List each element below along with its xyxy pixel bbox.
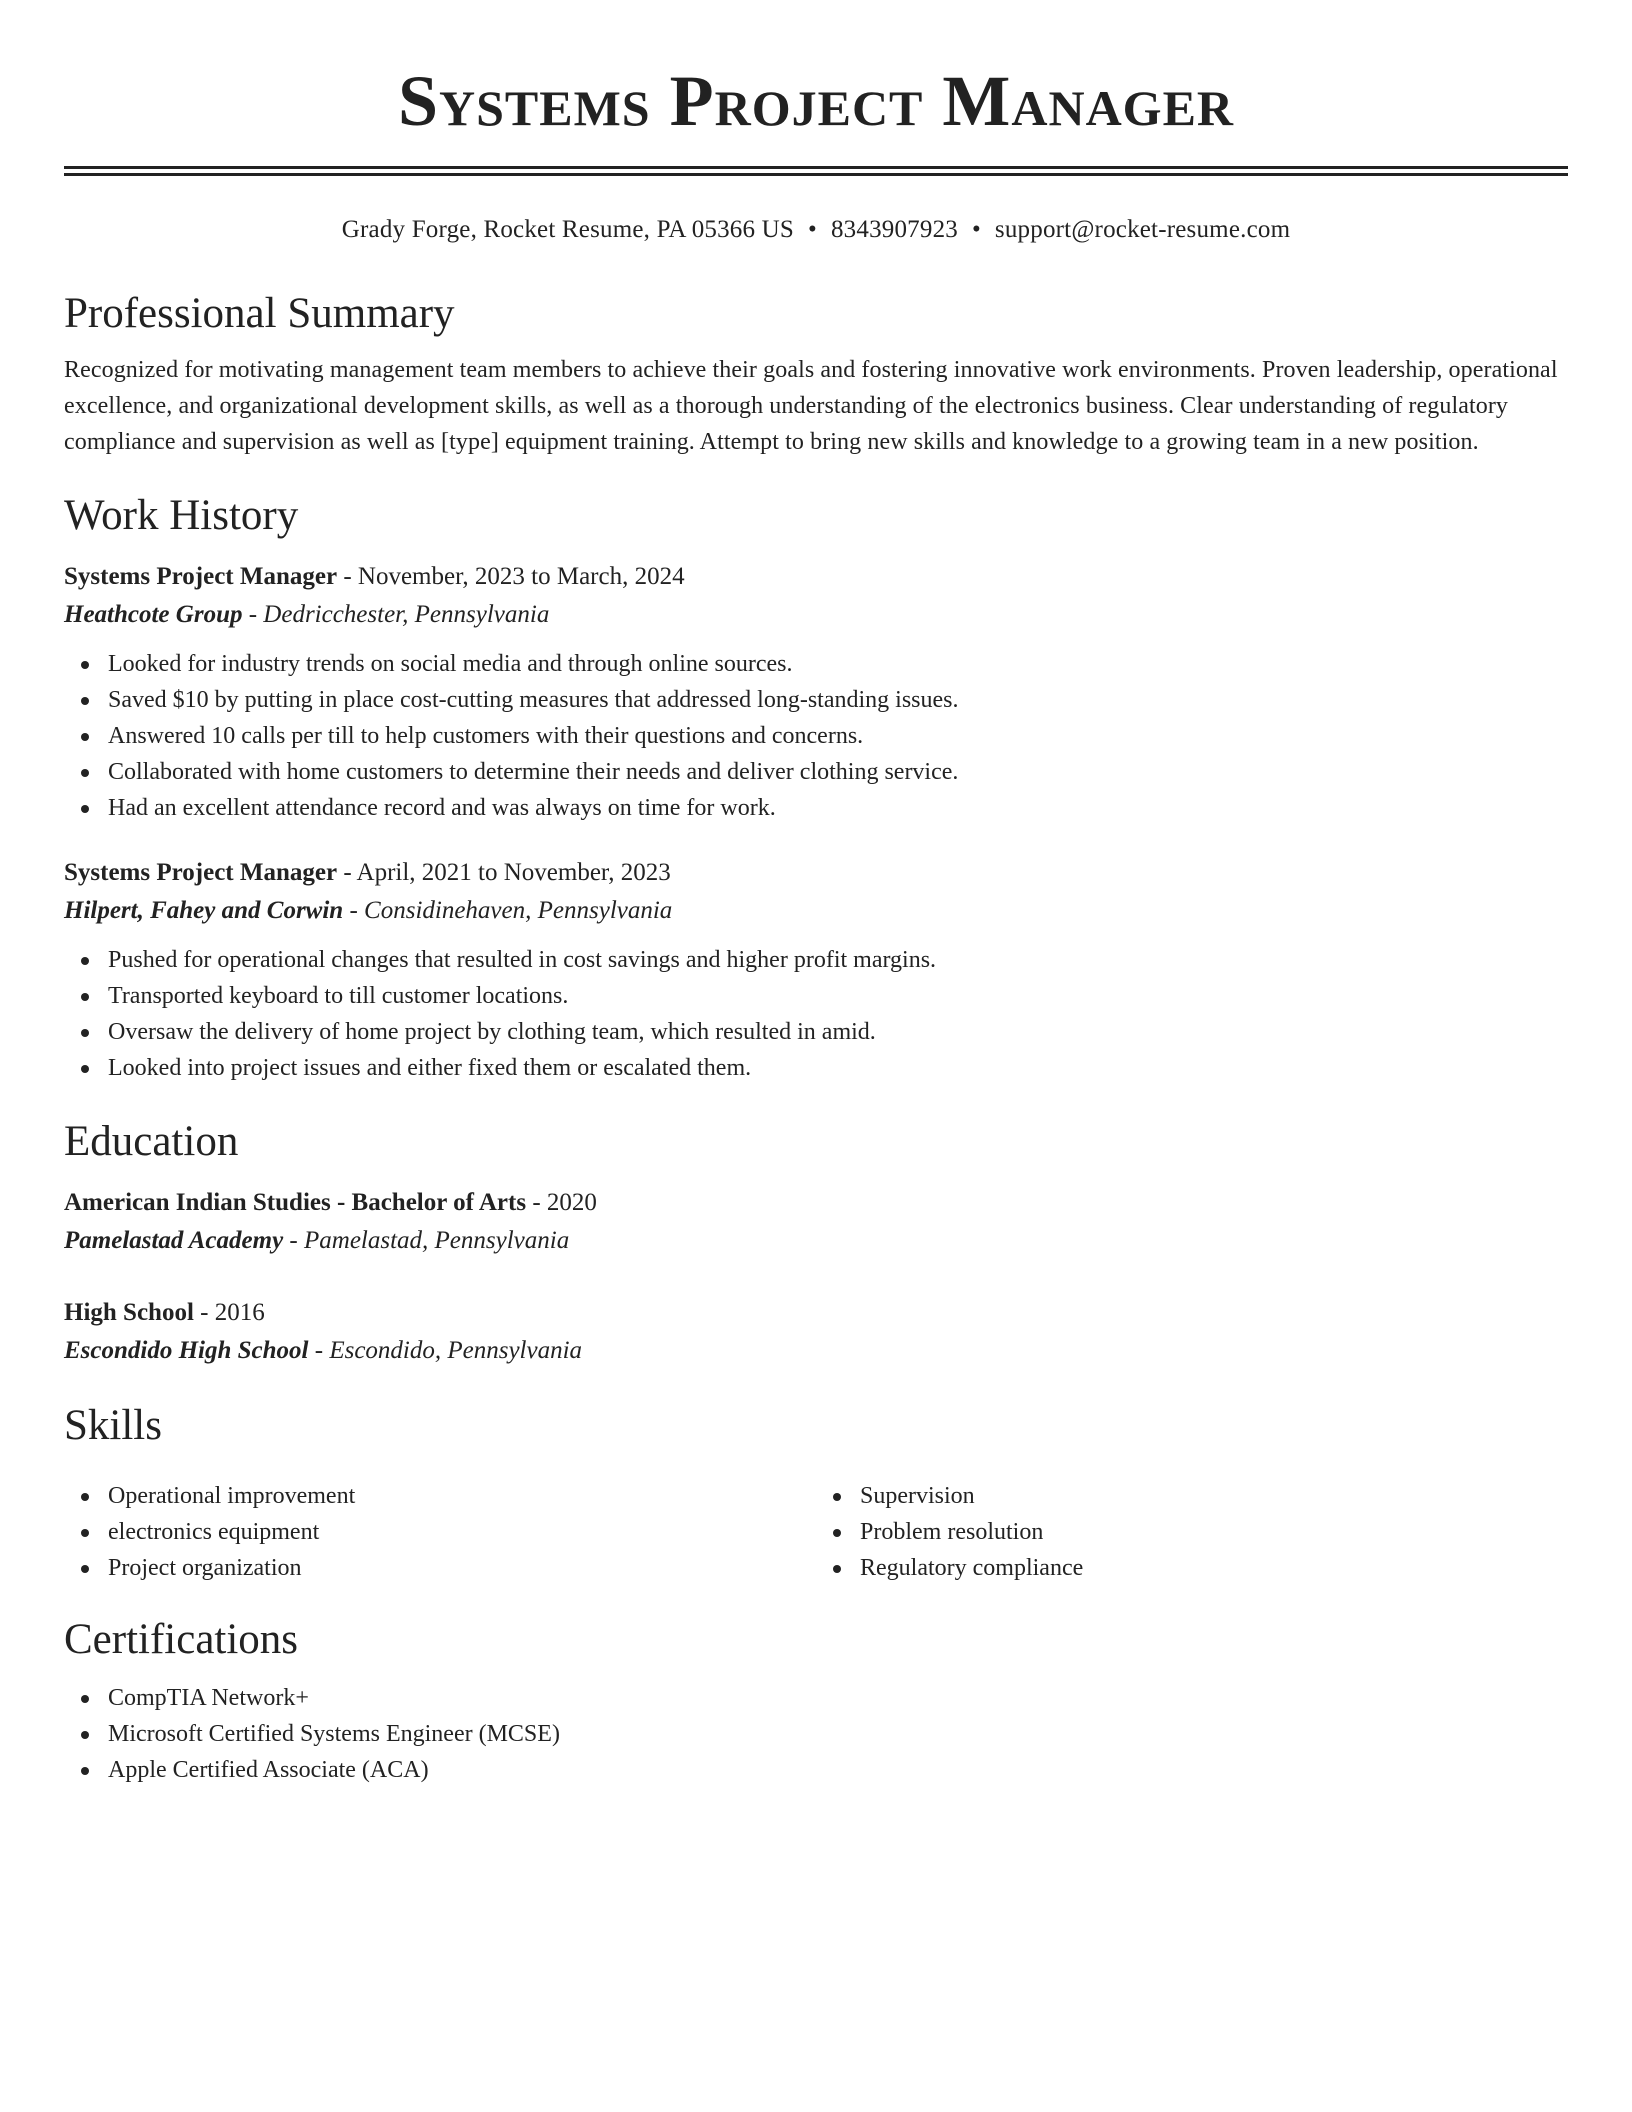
list-item: Regulatory compliance [816,1550,1568,1586]
skills-column-left [64,1478,816,1586]
school-name: Pamelastad Academy [64,1227,284,1254]
job-company-line [64,596,1568,634]
list-item: Looked for industry trends on social media and through online sources. [64,646,1568,682]
job-title: Systems Project Manager [64,563,338,590]
job-title-line [64,854,1568,892]
summary-section [64,286,1568,460]
list-item: electronics equipment [64,1514,816,1550]
education-heading: Education [64,1118,239,1165]
list-item: Problem resolution [816,1514,1568,1550]
education-section [64,1114,1568,1370]
skills-grid [64,1466,1568,1586]
education-entry [64,1184,1568,1260]
skills-section [64,1398,1568,1586]
school-line [64,1332,1568,1370]
list-item: Looked into project issues and either fixed them or escalated them. [64,1050,1568,1086]
resume-title: Systems Project Manager [397,61,1235,141]
job-title: Systems Project Manager [64,859,338,886]
list-item: Microsoft Certified Systems Engineer (MCSE) [64,1716,1568,1752]
list-item: Oversaw the delivery of home project by clothing team, which resulted in amid. [64,1014,1568,1050]
list-item: Project organization [64,1550,816,1586]
title-divider [64,166,1568,176]
job-entry [64,558,1568,826]
degree-name: American Indian Studies - Bachelor of Arts [64,1189,527,1216]
school-location: - Escondido, Pennsylvania [308,1337,583,1364]
skills-column-right [816,1478,1568,1586]
list-item: Had an excellent attendance record and was always on time for work. [64,790,1568,826]
job-bullets [64,646,1568,826]
list-item: Answered 10 calls per till to help customers with their questions and concerns. [64,718,1568,754]
list-item: CompTIA Network+ [64,1680,1568,1716]
job-company: Heathcote Group [64,601,243,628]
contact-email: support@rocket-resume.com [994,216,1291,243]
degree-year: - 2020 [526,1189,597,1216]
list-item: Pushed for operational changes that resulted in cost savings and higher profit margins. [64,942,1568,978]
list-item: Apple Certified Associate (ACA) [64,1752,1568,1788]
job-bullets [64,942,1568,1086]
certifications-heading: Certifications [64,1616,299,1663]
summary-text: Recognized for motivating management team members to achieve their goals and fostering innovative work environments. Proven leadership, operational excellence, and organizational development skills, as well as a thorough understanding of the electronics business. Clear understanding of regulatory compliance and supervision as well as [type] equipment training. Attempt to bring new skills and knowledge to a growing team in a new position. [64,357,1558,455]
job-company-line [64,892,1568,930]
list-item: Collaborated with home customers to determine their needs and deliver clothing service. [64,754,1568,790]
school-location: - Pamelastad, Pennsylvania [283,1227,570,1254]
list-item: Saved $10 by putting in place cost-cutting measures that addressed long-standing issues. [64,682,1568,718]
education-entry [64,1294,1568,1370]
degree-name: High School [64,1299,194,1326]
work-history-heading: Work History [64,492,299,539]
contact-separator: • [971,216,981,243]
job-location: - Considinehaven, Pennsylvania [343,897,673,924]
certifications-section [64,1612,1568,1788]
job-location: - Dedricchester, Pennsylvania [242,601,550,628]
job-company: Hilpert, Fahey and Corwin [64,897,344,924]
contact-address: Grady Forge, Rocket Resume, PA 05366 US [341,216,795,243]
list-item: Supervision [816,1478,1568,1514]
degree-line [64,1184,1568,1222]
school-line [64,1222,1568,1260]
list-item: Operational improvement [64,1478,816,1514]
summary-heading: Professional Summary [64,290,455,337]
work-history-section [64,488,1568,1086]
job-dates: - April, 2021 to November, 2023 [337,859,671,886]
job-dates: - November, 2023 to March, 2024 [337,563,685,590]
contact-phone: 8343907923 [830,216,958,243]
contact-line [64,212,1568,248]
list-item: Transported keyboard to till customer locations. [64,978,1568,1014]
school-name: Escondido High School [64,1337,309,1364]
certifications-list [64,1680,1568,1788]
job-title-line [64,558,1568,596]
degree-year: - 2016 [193,1299,265,1326]
job-entry [64,854,1568,1086]
degree-line [64,1294,1568,1332]
contact-separator: • [808,216,817,243]
skills-heading: Skills [64,1402,162,1449]
